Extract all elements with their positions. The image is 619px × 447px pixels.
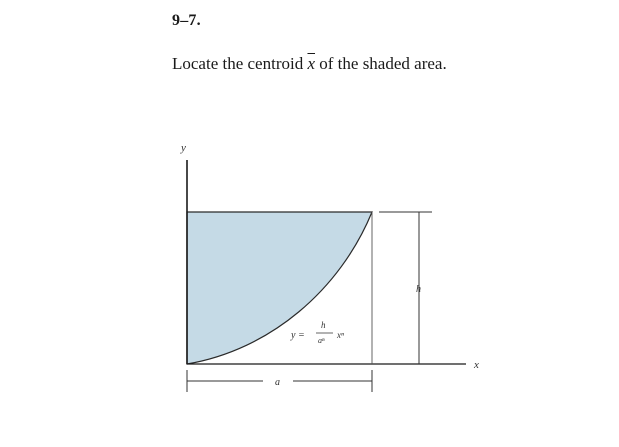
equation-lhs: y = (291, 330, 305, 341)
a-dimension-label: a (275, 377, 280, 388)
statement-text-before: Locate the centroid (172, 54, 308, 73)
y-axis-label: y (181, 142, 186, 154)
problem-number: 9–7. (172, 12, 201, 29)
shaded-region (187, 212, 372, 364)
equation-numerator: h (321, 320, 326, 330)
curve-equation (290, 320, 344, 345)
equation-denominator: aⁿ (318, 336, 325, 345)
centroid-symbol-xbar: $\overline{x}$ (307, 54, 316, 73)
x-axis-label: x (474, 359, 479, 371)
h-dimension-label: h (416, 284, 421, 295)
equation-power: xⁿ (337, 330, 344, 340)
statement-text-after: of the shaded area. (315, 54, 447, 73)
